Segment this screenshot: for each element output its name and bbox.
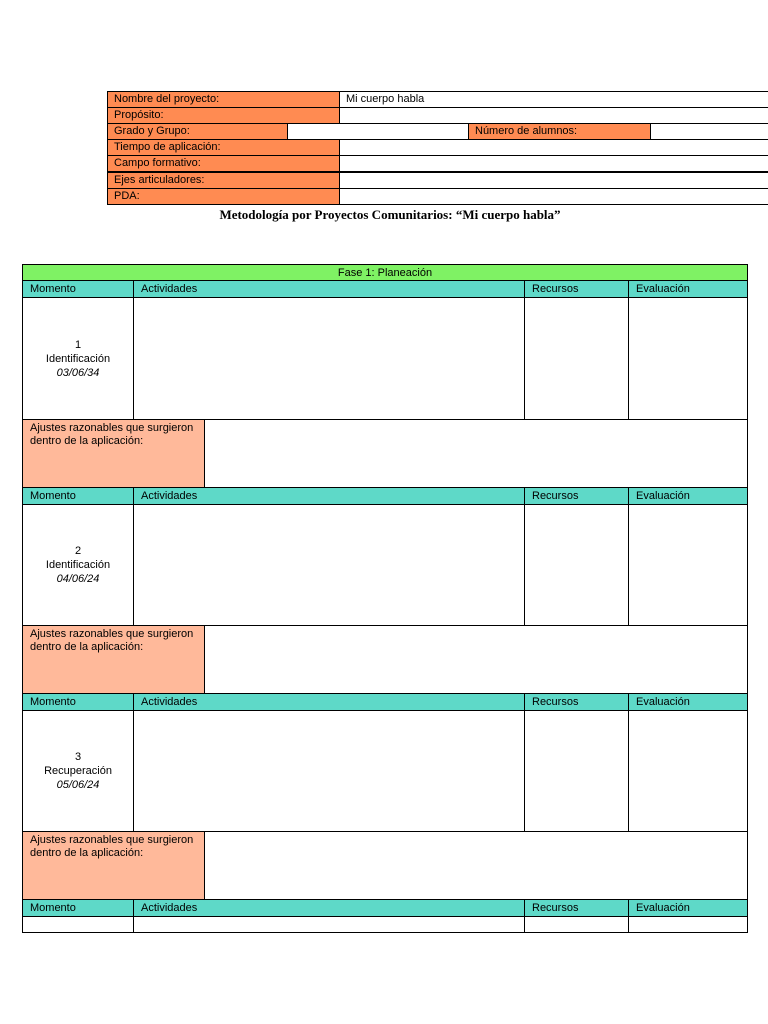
reasonable-adjustments-label: Ajustes razonables que surgieron dentro de la aplicación: bbox=[22, 831, 205, 900]
session-number: 1 bbox=[74, 338, 82, 351]
column-header-recursos: Recursos bbox=[524, 487, 629, 505]
session-name: Identificación bbox=[45, 559, 111, 571]
session-name: Recuperación bbox=[44, 765, 112, 777]
reasonable-adjustments-cell[interactable] bbox=[204, 625, 748, 694]
resources-cell[interactable] bbox=[524, 916, 629, 933]
column-header-actividades: Actividades bbox=[133, 487, 525, 505]
reasonable-adjustments-cell[interactable] bbox=[204, 831, 748, 900]
formative-field-value[interactable] bbox=[339, 155, 768, 172]
students-count-value[interactable] bbox=[650, 123, 768, 140]
resources-cell[interactable] bbox=[524, 297, 629, 420]
column-header-recursos: Recursos bbox=[524, 280, 629, 298]
column-header-momento: Momento bbox=[22, 487, 134, 505]
phase-title: Fase 1: Planeación bbox=[22, 264, 748, 281]
session-date: 04/06/24 bbox=[56, 573, 100, 585]
column-header-momento: Momento bbox=[22, 280, 134, 298]
evaluation-cell[interactable] bbox=[628, 916, 748, 933]
evaluation-cell[interactable] bbox=[628, 504, 748, 626]
evaluation-cell[interactable] bbox=[628, 710, 748, 832]
pda-value[interactable] bbox=[339, 188, 768, 205]
application-time-label: Tiempo de aplicación: bbox=[107, 139, 340, 156]
session-momento-cell bbox=[22, 504, 134, 626]
resources-cell[interactable] bbox=[524, 504, 629, 626]
application-time-value[interactable] bbox=[339, 139, 768, 156]
activities-cell[interactable] bbox=[133, 297, 525, 420]
resources-cell[interactable] bbox=[524, 710, 629, 832]
reasonable-adjustments-label: Ajustes razonables que surgieron dentro de la aplicación: bbox=[22, 625, 205, 694]
document-title: Metodología por Proyectos Comunitarios: “Mi cuerpo habla” bbox=[219, 207, 561, 222]
students-count-label: Número de alumnos: bbox=[468, 123, 651, 140]
column-header-evaluacion: Evaluación bbox=[628, 487, 748, 505]
session-momento-cell bbox=[22, 916, 134, 933]
grade-group-label: Grado y Grupo: bbox=[107, 123, 288, 140]
articulating-axes-label: Ejes articuladores: bbox=[107, 172, 340, 189]
project-name-value[interactable]: Mi cuerpo habla bbox=[339, 91, 768, 108]
session-number: 2 bbox=[74, 545, 82, 557]
project-name-label: Nombre del proyecto: bbox=[107, 91, 340, 108]
column-header-actividades: Actividades bbox=[133, 899, 525, 917]
column-header-evaluacion: Evaluación bbox=[628, 280, 748, 298]
purpose-label: Propósito: bbox=[107, 107, 340, 124]
session-momento-cell bbox=[22, 297, 134, 420]
purpose-value[interactable] bbox=[339, 107, 768, 124]
pda-label: PDA: bbox=[107, 188, 340, 205]
activities-cell[interactable] bbox=[133, 504, 525, 626]
session-number: 3 bbox=[74, 751, 82, 763]
column-header-evaluacion: Evaluación bbox=[628, 899, 748, 917]
reasonable-adjustments-cell[interactable] bbox=[204, 419, 748, 488]
evaluation-cell[interactable] bbox=[628, 297, 748, 420]
session-date: 03/06/34 bbox=[56, 366, 100, 379]
column-header-momento: Momento bbox=[22, 693, 134, 711]
activities-cell[interactable] bbox=[133, 916, 525, 933]
grade-group-value[interactable] bbox=[287, 123, 469, 140]
column-header-evaluacion: Evaluación bbox=[628, 693, 748, 711]
column-header-actividades: Actividades bbox=[133, 693, 525, 711]
column-header-recursos: Recursos bbox=[524, 899, 629, 917]
column-header-momento: Momento bbox=[22, 899, 134, 917]
session-date: 05/06/24 bbox=[56, 779, 100, 791]
column-header-actividades: Actividades bbox=[133, 280, 525, 298]
column-header-recursos: Recursos bbox=[524, 693, 629, 711]
activities-cell[interactable] bbox=[133, 710, 525, 832]
reasonable-adjustments-label: Ajustes razonables que surgieron dentro de la aplicación: bbox=[22, 419, 205, 488]
session-momento-cell bbox=[22, 710, 134, 832]
formative-field-label: Campo formativo: bbox=[107, 155, 340, 172]
articulating-axes-value[interactable] bbox=[339, 172, 768, 189]
session-name: Identificación bbox=[45, 352, 111, 365]
